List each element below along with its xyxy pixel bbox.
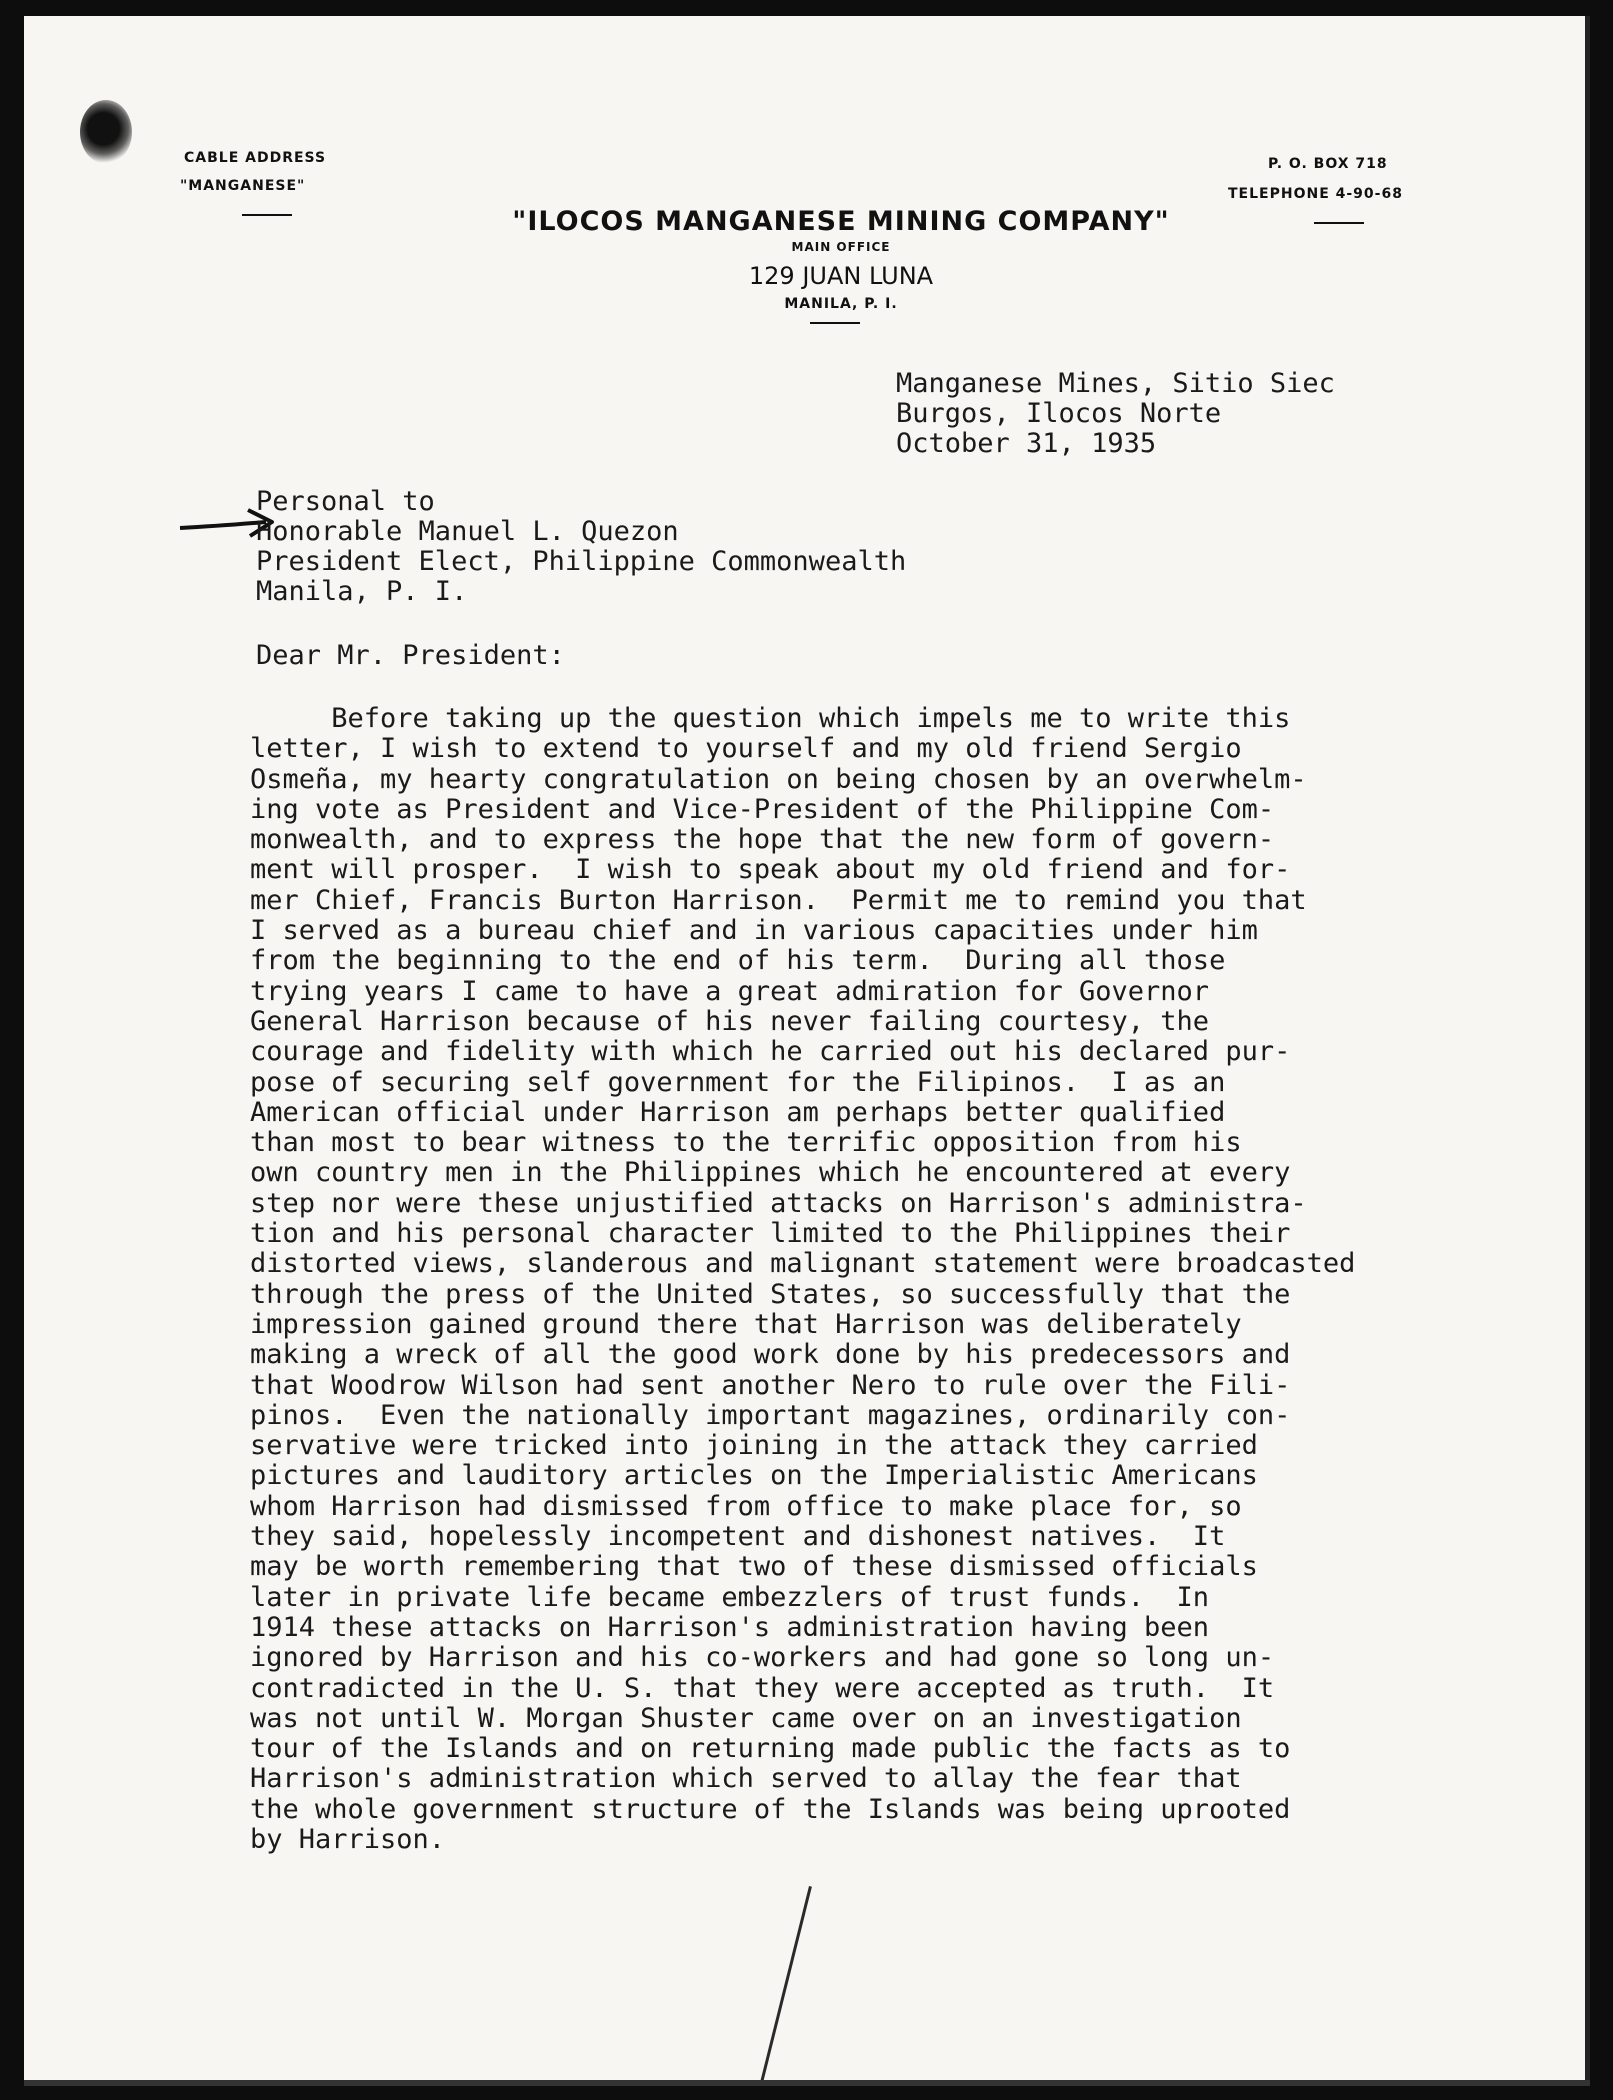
body-line: mer Chief, Francis Burton Harrison. Permit me to remind you that <box>250 884 1307 916</box>
street-address: 129 JUAN LUNA <box>748 262 934 290</box>
body-line: American official under Harrison am perhaps better qualified <box>250 1096 1226 1128</box>
body-line: own country men in the Philippines which he encountered at every <box>250 1157 1291 1189</box>
body-line: was not until W. Morgan Shuster came over on an investigation <box>250 1702 1242 1734</box>
body-line: ignored by Harrison and his co-workers and had gone so long un- <box>250 1642 1275 1674</box>
letter-body <box>250 704 1355 1855</box>
body-line: I served as a bureau chief and in various capacities under him <box>250 915 1258 947</box>
place-line-1: Manganese Mines, Sitio Siec <box>896 368 1335 399</box>
body-line: making a wreck of all the good work done by his predecessors and <box>250 1339 1291 1371</box>
paper-tear <box>761 1886 812 2081</box>
main-office-label: MAIN OFFICE <box>791 240 891 254</box>
letter-page <box>24 16 1590 2086</box>
body-line: Before taking up the question which impels me to write this <box>250 703 1291 734</box>
salutation: Dear Mr. President: <box>256 640 565 671</box>
body-line: pictures and lauditory articles on the Imperialistic Americans <box>250 1460 1258 1492</box>
divider <box>242 214 292 216</box>
body-line: whom Harrison had dismissed from office to make place for, so <box>250 1490 1242 1522</box>
city-address: MANILA, P. I. <box>784 296 898 312</box>
body-line: General Harrison because of his never failing courtesy, the <box>250 1005 1210 1037</box>
cable-address-label: CABLE ADDRESS <box>184 150 327 166</box>
body-line: contradicted in the U. S. that they were accepted as truth. It <box>250 1672 1275 1704</box>
body-line: later in private life became embezzlers of trust funds. In <box>250 1581 1210 1613</box>
body-line: impression gained ground there that Harrison was deliberately <box>250 1308 1242 1340</box>
place-line-2: Burgos, Ilocos Norte <box>896 398 1222 429</box>
date-line: October 31, 1935 <box>896 428 1157 459</box>
divider <box>810 322 860 324</box>
body-line: they said, hopelessly incompetent and dishonest natives. It <box>250 1521 1226 1553</box>
body-line: tion and his personal character limited to the Philippines their <box>250 1218 1291 1250</box>
body-line: monwealth, and to express the hope that the new form of govern- <box>250 824 1275 856</box>
divider <box>1314 222 1364 224</box>
body-line: that Woodrow Wilson had sent another Nero to rule over the Fili- <box>250 1369 1291 1401</box>
ink-stain <box>80 100 132 164</box>
telephone: TELEPHONE 4-90-68 <box>1228 186 1403 202</box>
body-line: than most to bear witness to the terrific opposition from his <box>250 1127 1242 1159</box>
company-name: "ILOCOS MANGANESE MINING COMPANY" <box>512 206 1170 237</box>
body-line: by Harrison. <box>250 1823 446 1855</box>
body-line: from the beginning to the end of his term. During all those <box>250 945 1226 977</box>
body-line: 1914 these attacks on Harrison's administration having been <box>250 1611 1210 1643</box>
body-line: step nor were these unjustified attacks on Harrison's administra- <box>250 1187 1307 1219</box>
body-line: distorted views, slanderous and malignant statement were broadcasted <box>250 1248 1356 1280</box>
body-line: letter, I wish to extend to yourself and my old friend Sergio <box>250 733 1242 765</box>
body-line: ing vote as President and Vice-President of the Philippine Com- <box>250 793 1275 825</box>
body-line: through the press of the United States, so successfully that the <box>250 1278 1291 1310</box>
recipient-line-3: President Elect, Philippine Commonwealth <box>256 546 907 577</box>
recipient-line-1: Personal to <box>256 486 435 517</box>
cable-address-value: "MANGANESE" <box>180 178 306 194</box>
recipient-line-4: Manila, P. I. <box>256 576 468 607</box>
body-line: the whole government structure of the Islands was being uprooted <box>250 1793 1291 1825</box>
page-edge-bottom <box>24 2080 1590 2086</box>
body-line: Harrison's administration which served to allay the fear that <box>250 1763 1242 1795</box>
page-edge <box>1585 16 1590 2086</box>
recipient-line-2: Honorable Manuel L. Quezon <box>256 516 679 547</box>
body-line: courage and fidelity with which he carried out his declared pur- <box>250 1036 1291 1068</box>
body-line: pose of securing self government for the Filipinos. I as an <box>250 1066 1226 1098</box>
body-line: Osmeña, my hearty congratulation on being chosen by an overwhelm- <box>250 763 1307 795</box>
body-line: ment will prosper. I wish to speak about my old friend and for- <box>250 854 1291 886</box>
body-line: may be worth remembering that two of these dismissed officials <box>250 1551 1258 1583</box>
body-line: tour of the Islands and on returning made public the facts as to <box>250 1733 1291 1765</box>
body-line: servative were tricked into joining in the attack they carried <box>250 1430 1258 1462</box>
po-box: P. O. BOX 718 <box>1268 156 1388 172</box>
body-line: trying years I came to have a great admiration for Governor <box>250 975 1210 1007</box>
body-line: pinos. Even the nationally important magazines, ordinarily con- <box>250 1399 1291 1431</box>
